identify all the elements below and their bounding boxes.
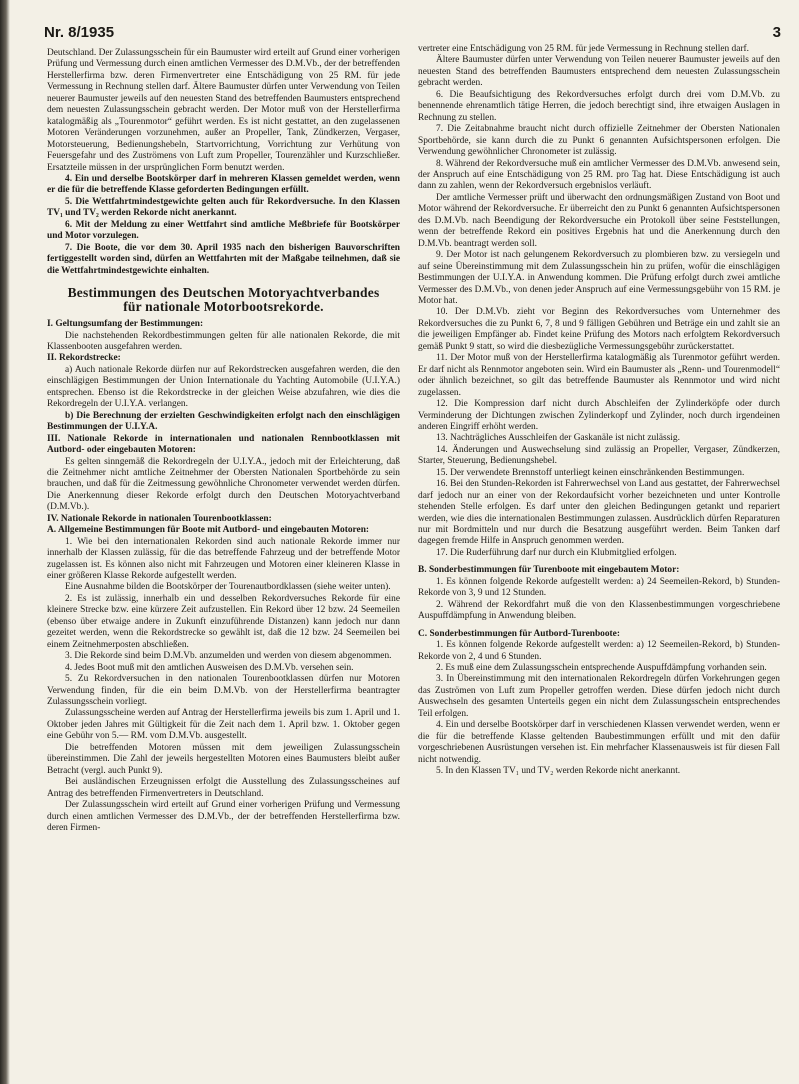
heading-line: für nationale Motorbootsrekorde. — [123, 299, 324, 315]
page-header — [44, 24, 781, 46]
paragraph: 14. Änderungen und Auswechselung sind zulässig an Propeller, Vergaser, Zündkerzen, Starter, Steuerung, Bedienungshebel. — [418, 444, 780, 467]
paragraph: 6. Die Beaufsichtigung des Rekordversuches erfolgt durch drei vom D.M.Vb. zu benennende ehrenamtlich tätige Herren, die jedoch berechtigt sind, ihre etwaigen Auslagen in Rechnung zu stellen. — [418, 89, 780, 123]
paragraph: Der amtliche Vermesser prüft und überwacht den ordnungsmäßigen Zustand von Boot und Motor während der Rekordversuche. Er überreicht den zu Punkt 6 genannten Aufsichtspersonen des D.M.Vb. nach Beendigung der Rekordversuche ein Protokoll über seine Feststellungen, wenn der betreffende Rekord ein positives Ergebnis hat und die Anerkennung durch den D.M.Vb. beantragt werden soll. — [418, 192, 780, 249]
paragraph-bold: 5. Die Wettfahrtmindestgewichte gelten auch für Rekordversuche. In den Klassen TV₁ und TV₂ werden Rekorde nicht anerkannt. — [47, 196, 400, 219]
paragraph: 3. In Übereinstimmung mit den internationalen Rekordregeln dürfen Vorkehrungen gegen das Zuströmen von Luft zum Propeller getroffen werden. Diese dürfen jedoch nicht durch Auswechseln des gesamten Unterteils gegen ein nicht dem Zulassungsschein entsprechendes Teil erfolgen. — [418, 674, 780, 719]
paragraph-bold: 6. Mit der Meldung zu einer Wettfahrt sind amtliche Meßbriefe für Bootskörper und Motor vorzulegen. — [47, 219, 400, 242]
paragraph: 5. In den Klassen TV₁ und TV₂ werden Rekorde nicht anerkannt. — [436, 766, 681, 777]
section-title: I. Geltungsumfang der Bestimmungen: — [47, 319, 204, 330]
paragraph: vertreter eine Entschädigung von 25 RM. für jede Vermessung in Rechnung stellen darf. — [418, 44, 749, 54]
paragraph: 5. Zu Rekordversuchen in den nationalen Tourenbootklassen dürfen nur Motoren Verwendung finden, für die ein beim D.M.Vb. von der Herstellerfirma beantragter Zulassungsschein vorliegt. — [47, 674, 400, 708]
paragraph: 3. Die Rekorde sind beim D.M.Vb. anzumelden und werden von diesem abgenommen. — [65, 651, 392, 662]
paragraph: 2. Es ist zulässig, innerhalb ein und desselben Rekordversuches Rekorde für eine kleinere Strecke bzw. eine kürzere Zeit aufzustellen. Ein Rekord über 12 bzw. 24 Seemeilen (ebenso über etwaige andere in Zukunft einzuführende Distanzen) kann jedoch nur dann gezeitet werden, wenn die Rekordstrecke so gewählt ist, daß die 12 bzw. 24 Seemeilen bei einem Zeitnehmerposten abschließen. — [47, 593, 400, 650]
paragraph: 1. Es können folgende Rekorde aufgestellt werden: a) 24 Seemeilen-Rekord, b) Stunden-Rekorde von 3, 9 und 12 Stunden. — [418, 576, 780, 599]
paragraph-bold: b) Die Berechnung der erzielten Geschwindigkeiten erfolgt nach den einschlägigen Bestimmungen der U.I.Y.A. — [47, 410, 400, 433]
paragraph: Die betreffenden Motoren müssen mit dem jeweiligen Zulassungsschein übereinstimmen. Die Zahl der jeweils hergestellten Motoren eines Baumusters bleibt außer Betracht (vergl. auch Punkt 9). — [47, 742, 400, 776]
paragraph: 2. Während der Rekordfahrt muß die von den Klassenbestimmungen vorgeschriebene Auspuffdämpfung in Anwendung bleiben. — [418, 599, 780, 622]
paragraph: 11. Der Motor muß von der Herstellerfirma katalogmäßig als Turenmotor geführt werden. Er darf nicht als Rennmotor angeboten sein. Wird ein Baumuster als „Renn- und Tourenmodell“ oder ähnlich bezeichnet, so gilt das betreffende Baumuster als Rennmotor und wird nicht zugelassen. — [418, 353, 780, 398]
paragraph-bold: 7. Die Boote, die vor dem 30. April 1935 nach den bisherigen Bauvorschriften fertiggestellt worden sind, dürfen an Wettfahrten mit der Maßgabe teilnehmen, daß sie die Wettfahrtmindestgewichte einhalten. — [47, 242, 400, 276]
right-column — [418, 44, 780, 778]
subsection-title: B. Sonderbestimmungen für Turenboote mit eingebautem Motor: — [418, 565, 680, 576]
paragraph: Ältere Baumuster dürfen unter Verwendung von Teilen neuerer Baumuster jeweils auf den neuesten Stand des betreffenden Baumusters entsprechend dem neuesten Zulassungsschein gebracht werden. — [418, 55, 780, 89]
paragraph: 16. Bei den Stunden-Rekorden ist Fahrerwechsel von Land aus gestattet, der Fahrerwechsel darf jedoch nur an einer von der Rekordaufsicht vorher bezeichneten und unter Kontrolle stehenden Stelle erfolgen. Es darf unter den gleichen Bedingungen getankt und repariert werden, wie dies die internationalen Bestimmungen zulassen. Ausdrücklich dürfen Reparaturen nur mit Bordmitteln und nur durch die Besatzung ausgeführt werden. Beim Tanken darf dagegen fremde Hilfe in Anspruch genommen werden. — [418, 479, 780, 547]
paragraph: 4. Ein und derselbe Bootskörper darf in verschiedenen Klassen verwendet werden, wenn er die für die betreffende Klasse geltenden Baubestimmungen erfüllt und mit den dafür vorgeschriebenen Ausrüstungen versehen ist. Ein mehrfacher Klassenausweis ist für diesen Fall nicht notwendig. — [418, 720, 780, 765]
paragraph: 1. Es können folgende Rekorde aufgestellt werden: a) 12 Seemeilen-Rekord, b) Stunden-Rekorde von 2, 4 und 6 Stunden. — [418, 640, 780, 662]
paragraph: Die nachstehenden Rekordbestimmungen gelten für alle nationalen Rekorde, die mit Klassenbooten ausgefahren werden. — [47, 330, 400, 352]
paragraph: 15. Der verwendete Brennstoff unterliegt keinen einschränkenden Bestimmungen. — [436, 467, 745, 478]
paragraph: 9. Der Motor ist nach gelungenem Rekordversuch zu plombieren bzw. zu versiegeln und auf seine Übereinstimmung mit dem Zulassungsschein hin zu prüfen, wofür die einschlägigen Bestimmungen der U.I.Y.A. in Anwendung kommen. Die Prüfung erfolgt durch zwei amtliche Vermesser des D.M.Vb., von denen jeder Anspruch auf eine Vermessungsgebühr von 15 RM. je Motor hat. — [418, 250, 780, 306]
left-column — [47, 48, 400, 834]
paragraph: Zulassungsscheine werden auf Antrag der Herstellerfirma jeweils bis zum 1. April und 1. Oktober jeden Jahres mit Gültigkeit für die Zeit nach dem 1. April bzw. 1. Oktober gegen eine Gebühr von 5.— RM. vom D.M.Vb. ausgestellt. — [47, 708, 400, 742]
paragraph: a) Auch nationale Rekorde dürfen nur auf Rekordstrecken ausgefahren werden, die den einschlägigen Bestimmungen der Union Internationale du Yachting Automobile (U.I.Y.A.) entsprechen. Ebenso ist die Rekordstrecke in der gleichen Weise abzufahren, wie dies die Rekordregeln der U.I.Y.A. verlangen. — [47, 364, 400, 410]
paragraph: 4. Jedes Boot muß mit den amtlichen Ausweisen des D.M.Vb. versehen sein. — [65, 662, 354, 673]
paragraph: Der Zulassungsschein wird erteilt auf Grund einer vorherigen Prüfung und Vermessung durch einen amtlichen Vermesser des D.M.Vb., der der betreffenden Herstellerfirma bzw. deren Firmen- — [47, 800, 400, 833]
section-title: IV. Nationale Rekorde in nationalen Tourenbootklassen: — [47, 513, 272, 524]
subsection-title: A. Allgemeine Bestimmungen für Boote mit Autbord- und eingebauten Motoren: — [47, 525, 370, 536]
paragraph: 8. Während der Rekordversuche muß ein amtlicher Vermesser des D.M.Vb. anwesend sein, der Anspruch auf eine Entschädigung von 25 RM. pro Tag hat. Diese Entschädigung ist auch dann zu zahlen, wenn der Rekordversuch ergebnislos verläuft. — [418, 158, 780, 192]
paragraph: Eine Ausnahme bilden die Bootskörper der Tourenautbordklassen (siehe weiter unten). — [65, 582, 391, 593]
paragraph-bold: 4. Ein und derselbe Bootskörper darf in mehreren Klassen gemeldet werden, wenn er die für die betreffende Klasse geforderten Bedingungen erfüllt. — [47, 173, 400, 196]
paragraph: Deutschland. Der Zulassungsschein für ein Baumuster wird erteilt auf Grund einer vorherigen Prüfung und Vermessung durch einen amtlichen Vermesser des D.M.Vb., der der betreffenden Herstellerfirma bzw. deren Firmenvertreter eine Entschädigung von 25 RM. für jede Vermessung in Rechnung stellen darf. Ältere Baumuster dürfen unter Verwendung von Teilen neuerer Baumuster jeweils auf den neuesten Stand des betreffenden Baumusters entsprechend dem neuesten Zulassungsschein gebracht werden. Der Motor muß von der Herstellerfirma katalogmäßig als „Tourenmotor“ geführt werden. Es ist nicht gestattet, an den zugelassenen Motoren Veränderungen vorzunehmen, außer an Propeller, Tank, Zündkerzen, Vergaser, Motorsteuerung, Bedienungshebeln, Startvorrichtung, Vorrichtung zur Verhütung von Feuersgefahr und des Zuströmens von Luft zum Propeller, Tourenzähler und Kurzschließer. Ersatzteile müssen in der ursprünglichen Form benutzt werden. — [47, 48, 400, 173]
scan-page-edge — [0, 0, 10, 1084]
paragraph: Bei ausländischen Erzeugnissen erfolgt die Ausstellung des Zulassungsscheines auf Antrag des betreffenden Firmenvertreters in Deutschland. — [47, 777, 400, 799]
paragraph: Es gelten sinngemäß die Rekordregeln der U.I.Y.A., jedoch mit der Erleichterung, daß die Zeitnehmer nicht amtliche Zeitnehmer der Obersten Nationalen Sportbehörde zu sein brauchen, und daß für die Zeitmessung gewöhnliche Chronometer verwendet werden dürfen. Die Anerkennung dieser Rekorde erfolgt durch den Deutschen Motoryachtverband (D.M.Vb.). — [47, 456, 400, 513]
section-title: II. Rekordstrecke: — [47, 353, 121, 364]
page-number: 3 — [772, 24, 781, 41]
paragraph: 2. Es muß eine dem Zulassungsschein entsprechende Auspuffdämpfung vorhanden sein. — [436, 663, 767, 674]
paragraph: 7. Die Zeitabnahme braucht nicht durch offizielle Zeitnehmer der Obersten Nationalen Sportbehörde, sie kann durch die zu Punkt 6 genannten Aufsichtspersonen erfolgen. Die Verwendung gewöhnlicher Chronometer ist zulässig. — [418, 124, 780, 158]
paragraph: 12. Die Kompression darf nicht durch Abschleifen der Zylinderköpfe oder durch Verminderung der Dichtungen zwischen Zylinderkopf und Zylinder, noch durch irgendeinen anderen Eingriff erhöht werden. — [418, 399, 780, 432]
section-heading — [47, 286, 400, 314]
paragraph: 10. Der D.M.Vb. zieht vor Beginn des Rekordversuches vom Unternehmer des Rekordversuches die zu Punkt 6, 7, 8 und 9 fälligen Gebühren und Beträge ein und zahlt sie an die jeweiligen Empfänger ab. Findet keine Prüfung des Motors nach erfolgtem Rekordversuch gemäß Punkt 9 statt, so wird die diesbezügliche Vermessungsgebühr zurückerstattet. — [418, 307, 780, 352]
paragraph: 13. Nachträgliches Ausschleifen der Gaskanäle ist nicht zulässig. — [436, 433, 680, 444]
issue-number: Nr. 8/1935 — [44, 24, 115, 41]
paragraph: 1. Wie bei den internationalen Rekorden sind auch nationale Rekorde immer nur innerhalb der Klassen zulässig, für die das betreffende Fahrzeug und der betreffende Motor zugelassen ist. Es können also nicht mit Fahrzeugen und Motoren einer kleineren Klasse in einer größeren Klasse Rekorde aufgestellt werden. — [47, 536, 400, 582]
paragraph: 17. Die Ruderführung darf nur durch ein Klubmitglied erfolgen. — [436, 547, 677, 558]
section-title: III. Nationale Rekorde in internationalen und nationalen Rennbootklassen mit Autbord- oder eingebauten Motoren: — [47, 433, 400, 456]
heading-line: Bestimmungen des Deutschen Motoryachtverbandes — [67, 285, 380, 301]
subsection-title: C. Sonderbestimmungen für Autbord-Turenboote: — [418, 628, 620, 639]
